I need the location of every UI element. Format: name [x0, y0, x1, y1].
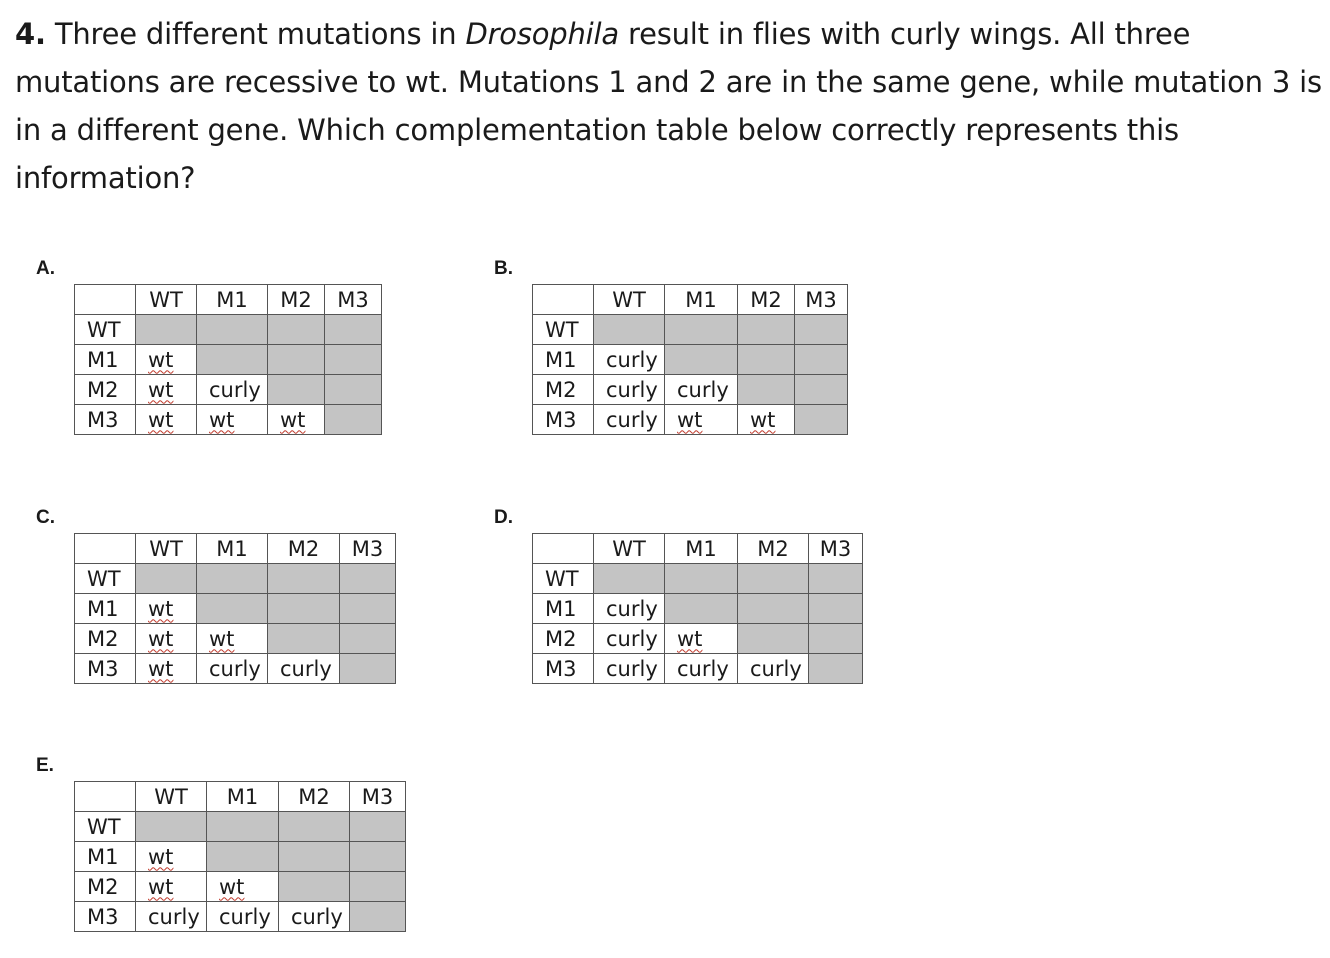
row-label: WT: [75, 564, 136, 594]
column-header: M3: [809, 534, 863, 564]
shaded-cell: [594, 564, 665, 594]
phenotype-text: wt: [148, 874, 174, 899]
row-label: WT: [75, 315, 136, 345]
shaded-cell: [738, 624, 809, 654]
option-c-table: [74, 533, 396, 684]
shaded-cell: [350, 902, 406, 932]
row-label: M1: [75, 594, 136, 624]
result-cell: [665, 405, 738, 435]
question-number: 4.: [15, 17, 46, 51]
shaded-cell: [738, 375, 795, 405]
row-label: M3: [533, 654, 594, 684]
shaded-cell: [268, 345, 325, 375]
table-row: [75, 902, 406, 932]
shaded-cell: [350, 812, 406, 842]
table-row: [533, 564, 863, 594]
shaded-cell: [197, 345, 268, 375]
result-cell: [197, 624, 268, 654]
column-header: WT: [594, 534, 665, 564]
table-row: [533, 594, 863, 624]
table-corner-cell: [75, 285, 136, 315]
shaded-cell: [665, 564, 738, 594]
result-cell: [738, 654, 809, 684]
shaded-cell: [279, 842, 350, 872]
phenotype-text: wt: [148, 377, 174, 402]
table-row: [533, 624, 863, 654]
shaded-cell: [795, 345, 848, 375]
phenotype-text: curly: [606, 656, 658, 681]
phenotype-text: curly: [209, 377, 261, 402]
phenotype-text: wt: [148, 407, 174, 432]
table-row: [75, 842, 406, 872]
result-cell: [594, 654, 665, 684]
table-corner-cell: [533, 285, 594, 315]
shaded-cell: [340, 654, 396, 684]
shaded-cell: [197, 594, 268, 624]
column-header: M2: [738, 534, 809, 564]
phenotype-text: wt: [148, 596, 174, 621]
shaded-cell: [350, 842, 406, 872]
table-row: [533, 405, 848, 435]
row-label: M2: [75, 624, 136, 654]
column-header: M3: [350, 782, 406, 812]
shaded-cell: [207, 842, 279, 872]
result-cell: [594, 594, 665, 624]
row-label: M2: [533, 375, 594, 405]
organism-name: Drosophila: [465, 17, 619, 51]
column-header: M2: [279, 782, 350, 812]
option-d-header-row: [533, 534, 863, 564]
phenotype-text: curly: [209, 656, 261, 681]
option-d-letter: D.: [494, 507, 513, 528]
result-cell: [665, 624, 738, 654]
shaded-cell: [340, 594, 396, 624]
result-cell: [268, 405, 325, 435]
table-corner-cell: [533, 534, 594, 564]
shaded-cell: [738, 594, 809, 624]
table-row: [75, 315, 382, 345]
phenotype-text: wt: [148, 626, 174, 651]
shaded-cell: [279, 872, 350, 902]
result-cell: [594, 624, 665, 654]
phenotype-text: wt: [677, 626, 703, 651]
option-c-header-row: [75, 534, 396, 564]
row-label: M2: [75, 375, 136, 405]
shaded-cell: [809, 564, 863, 594]
shaded-cell: [268, 564, 340, 594]
column-header: M1: [665, 534, 738, 564]
row-label: M1: [75, 345, 136, 375]
shaded-cell: [197, 315, 268, 345]
phenotype-text: wt: [280, 407, 306, 432]
shaded-cell: [136, 564, 197, 594]
table-row: [75, 594, 396, 624]
shaded-cell: [665, 315, 738, 345]
shaded-cell: [738, 345, 795, 375]
phenotype-text: curly: [291, 904, 343, 929]
row-label: M1: [533, 345, 594, 375]
column-header: WT: [136, 285, 197, 315]
row-label: WT: [533, 315, 594, 345]
row-label: M2: [75, 872, 136, 902]
phenotype-text: curly: [606, 347, 658, 372]
option-e-header-row: [75, 782, 406, 812]
table-row: [533, 375, 848, 405]
result-cell: [136, 624, 197, 654]
shaded-cell: [738, 564, 809, 594]
option-e-letter: E.: [36, 755, 54, 776]
column-header: M3: [325, 285, 382, 315]
phenotype-text: curly: [219, 904, 271, 929]
shaded-cell: [738, 315, 795, 345]
result-cell: [136, 594, 197, 624]
result-cell: [594, 375, 665, 405]
result-cell: [207, 872, 279, 902]
result-cell: [197, 405, 268, 435]
option-c-letter: C.: [36, 507, 55, 528]
result-cell: [738, 405, 795, 435]
column-header: WT: [136, 534, 197, 564]
phenotype-text: wt: [148, 347, 174, 372]
option-a-table: [74, 284, 382, 435]
column-header: M2: [738, 285, 795, 315]
shaded-cell: [268, 315, 325, 345]
table-row: [75, 375, 382, 405]
result-cell: [136, 842, 207, 872]
shaded-cell: [665, 345, 738, 375]
column-header: M2: [268, 534, 340, 564]
phenotype-text: curly: [280, 656, 332, 681]
phenotype-text: curly: [677, 377, 729, 402]
option-b-table: [532, 284, 848, 435]
column-header: M1: [207, 782, 279, 812]
result-cell: [136, 345, 197, 375]
row-label: M1: [533, 594, 594, 624]
option-d-table: [532, 533, 863, 684]
phenotype-text: curly: [606, 596, 658, 621]
phenotype-text: wt: [148, 844, 174, 869]
result-cell: [665, 654, 738, 684]
shaded-cell: [325, 345, 382, 375]
result-cell: [197, 375, 268, 405]
shaded-cell: [325, 315, 382, 345]
row-label: M2: [533, 624, 594, 654]
table-row: [75, 872, 406, 902]
shaded-cell: [197, 564, 268, 594]
phenotype-text: curly: [606, 626, 658, 651]
phenotype-text: curly: [606, 377, 658, 402]
table-row: [533, 345, 848, 375]
shaded-cell: [279, 812, 350, 842]
shaded-cell: [809, 594, 863, 624]
row-label: WT: [533, 564, 594, 594]
shaded-cell: [340, 624, 396, 654]
result-cell: [279, 902, 350, 932]
row-label: M3: [533, 405, 594, 435]
shaded-cell: [136, 315, 197, 345]
row-label: M1: [75, 842, 136, 872]
shaded-cell: [325, 405, 382, 435]
table-row: [533, 315, 848, 345]
shaded-cell: [809, 624, 863, 654]
column-header: M1: [665, 285, 738, 315]
shaded-cell: [795, 405, 848, 435]
phenotype-text: wt: [677, 407, 703, 432]
column-header: M2: [268, 285, 325, 315]
column-header: WT: [136, 782, 207, 812]
result-cell: [136, 654, 197, 684]
phenotype-text: wt: [219, 874, 245, 899]
result-cell: [197, 654, 268, 684]
phenotype-text: curly: [148, 904, 200, 929]
row-label: WT: [75, 812, 136, 842]
question-text-after: result in flies with curly wings. All three mutations are recessive to wt. Mutations 1 and 2 are in the same gene, while mutation 3 is in a different gene. Which complementation table below correctly represents this information?: [15, 17, 1322, 195]
table-corner-cell: [75, 782, 136, 812]
row-label: M3: [75, 405, 136, 435]
table-row: [533, 654, 863, 684]
shaded-cell: [340, 564, 396, 594]
result-cell: [268, 654, 340, 684]
question-text: [15, 10, 1325, 202]
shaded-cell: [136, 812, 207, 842]
table-row: [75, 624, 396, 654]
phenotype-text: curly: [750, 656, 802, 681]
question-text-before: Three different mutations in: [45, 17, 466, 51]
shaded-cell: [809, 654, 863, 684]
phenotype-text: wt: [750, 407, 776, 432]
shaded-cell: [665, 594, 738, 624]
option-b-header-row: [533, 285, 848, 315]
phenotype-text: curly: [677, 656, 729, 681]
phenotype-text: wt: [148, 656, 174, 681]
shaded-cell: [268, 375, 325, 405]
phenotype-text: wt: [209, 626, 235, 651]
result-cell: [136, 902, 207, 932]
shaded-cell: [594, 315, 665, 345]
column-header: M1: [197, 534, 268, 564]
shaded-cell: [795, 375, 848, 405]
table-row: [75, 564, 396, 594]
row-label: M3: [75, 902, 136, 932]
shaded-cell: [795, 315, 848, 345]
result-cell: [594, 405, 665, 435]
phenotype-text: curly: [606, 407, 658, 432]
option-b-letter: B.: [494, 258, 513, 279]
result-cell: [136, 872, 207, 902]
result-cell: [136, 375, 197, 405]
table-row: [75, 345, 382, 375]
phenotype-text: wt: [209, 407, 235, 432]
table-row: [75, 812, 406, 842]
shaded-cell: [350, 872, 406, 902]
table-row: [75, 405, 382, 435]
shaded-cell: [268, 594, 340, 624]
result-cell: [665, 375, 738, 405]
column-header: M3: [795, 285, 848, 315]
column-header: M1: [197, 285, 268, 315]
option-a-header-row: [75, 285, 382, 315]
result-cell: [136, 405, 197, 435]
shaded-cell: [268, 624, 340, 654]
table-row: [75, 654, 396, 684]
option-a-letter: A.: [36, 258, 55, 279]
result-cell: [594, 345, 665, 375]
option-e-table: [74, 781, 406, 932]
shaded-cell: [207, 812, 279, 842]
column-header: WT: [594, 285, 665, 315]
row-label: M3: [75, 654, 136, 684]
shaded-cell: [325, 375, 382, 405]
result-cell: [207, 902, 279, 932]
column-header: M3: [340, 534, 396, 564]
table-corner-cell: [75, 534, 136, 564]
